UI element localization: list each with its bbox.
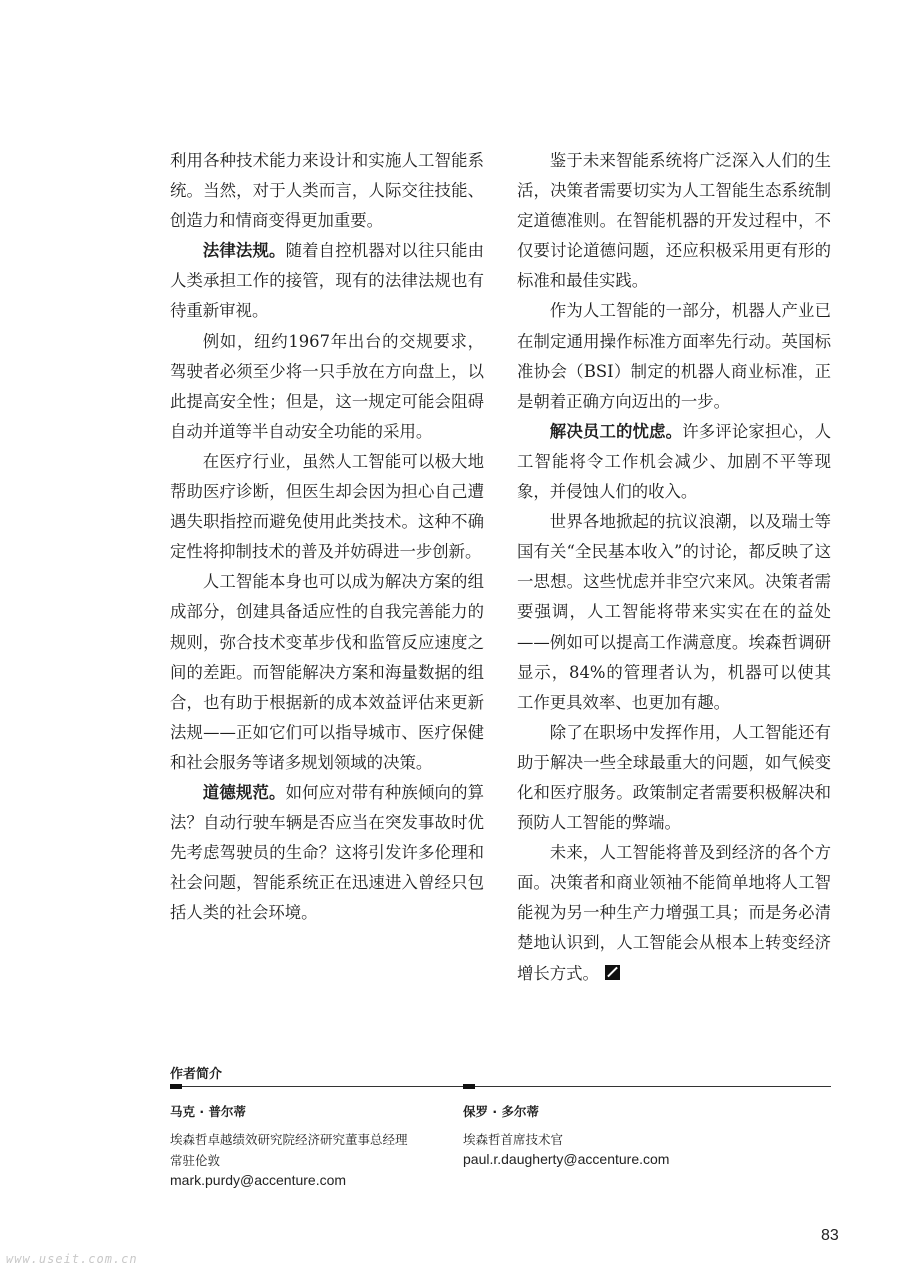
page-number: 83 xyxy=(821,1227,839,1244)
paragraph: 除了在职场中发挥作用，人工智能还有助于解决一些全球最重大的问题，如气候变化和医疗服务。政策制定者需要积极解决和预防人工智能的弊端。 xyxy=(517,722,831,833)
section-heading-ethics: 道德规范。 xyxy=(202,782,286,802)
paragraph-legal xyxy=(170,236,484,326)
author-section-title: 作者简介 xyxy=(170,1067,223,1082)
author-email[interactable]: paul.r.daugherty@accenture.com xyxy=(463,1151,670,1167)
author-name: 马克 · 普尔蒂 xyxy=(170,1104,246,1119)
divider xyxy=(170,1086,831,1087)
paragraph: 人工智能本身也可以成为解决方案的组成部分，创建具备适应性的自我完善能力的规则，弥合技术变革步伐和监管反应速度之间的差距。而智能解决方案和海量数据的组合，也有助于根据新的成本效益评估来更新法规——正如它们可以指导城市、医疗保健和社会服务等诸多规划领域的决策。 xyxy=(170,572,484,772)
paragraph: 鉴于未来智能系统将广泛深入人们的生活，决策者需要切实为人工智能生态系统制定道德准则。在智能机器的开发过程中，不仅要讨论道德问题，还应积极采用更有形的标准和最佳实践。 xyxy=(517,151,831,291)
author-role: 埃森哲首席技术官 xyxy=(463,1132,564,1147)
article-right-column xyxy=(517,146,831,989)
paragraph: 例如，纽约1967年出台的交规要求，驾驶者必须至少将一只手放在方向盘上，以此提高安全性；但是，这一规定可能会阻碍自动并道等半自动安全功能的采用。 xyxy=(170,331,484,441)
author-email[interactable]: mark.purdy@accenture.com xyxy=(170,1172,347,1188)
article-left-column xyxy=(170,146,484,928)
paragraph-text: 如何应对带有种族倾向的算法？自动行驶车辆是否应当在突发事故时优先考虑驾驶员的生命？这将引发许多伦理和社会问题，智能系统正在迅速进入曾经只包括人类的社会环境。 xyxy=(170,782,485,923)
section-heading-workers: 解决员工的忧虑。 xyxy=(549,421,683,441)
author-location: 常驻伦敦 xyxy=(170,1153,221,1168)
divider-tab xyxy=(170,1084,182,1089)
paragraph: 在医疗行业，虽然人工智能可以极大地帮助医疗诊断，但医生却会因为担心自己遭遇失职指控而避免使用此类技术。这种不确定性将抑制技术的普及并妨碍进一步创新。 xyxy=(170,451,484,562)
author-role: 埃森哲卓越绩效研究院经济研究董事总经理 xyxy=(170,1132,408,1147)
paragraph-text: 未来，人工智能将普及到经济的各个方面。决策者和商业领袖不能简单地将人工智能视为另一种生产力增强工具；而是务必清楚地认识到，人工智能会从根本上转变经济增长方式。 xyxy=(517,843,831,983)
paragraph: 世界各地掀起的抗议浪潮，以及瑞士等国有关“全民基本收入”的讨论，都反映了这一思想。这些忧虑并非空穴来风。决策者需要强调，人工智能将带来实实在在的益处——例如可以提高工作满意度。埃森哲调研显示，84%的管理者认为，机器可以使其工作更具效率、也更加有趣。 xyxy=(517,512,831,712)
paragraph-final xyxy=(517,838,831,988)
section-heading-legal: 法律法规。 xyxy=(202,241,286,261)
watermark: www.useit.com.cn xyxy=(6,1252,138,1266)
author-name: 保罗 · 多尔蒂 xyxy=(463,1104,539,1119)
paragraph-text: 许多评论家担心，人工智能将令工作机会减少、加剧不平等现象，并侵蚀人们的收入。 xyxy=(517,421,831,502)
paragraph: 利用各种技术能力来设计和实施人工智能系统。当然，对于人类而言，人际交往技能、创造力和情商变得更加重要。 xyxy=(170,151,484,231)
paragraph-text: 随着自控机器对以往只能由人类承担工作的接管，现有的法律法规也有待重新审视。 xyxy=(170,241,485,321)
paragraph: 作为人工智能的一部分，机器人产业已在制定通用操作标准方面率先行动。英国标准协会（BSI）制定的机器人商业标准，正是朝着正确方向迈出的一步。 xyxy=(517,301,831,411)
end-of-article-icon xyxy=(605,965,620,980)
paragraph-workers xyxy=(517,417,831,507)
paragraph-ethics xyxy=(170,778,484,928)
divider-tab xyxy=(463,1084,475,1089)
